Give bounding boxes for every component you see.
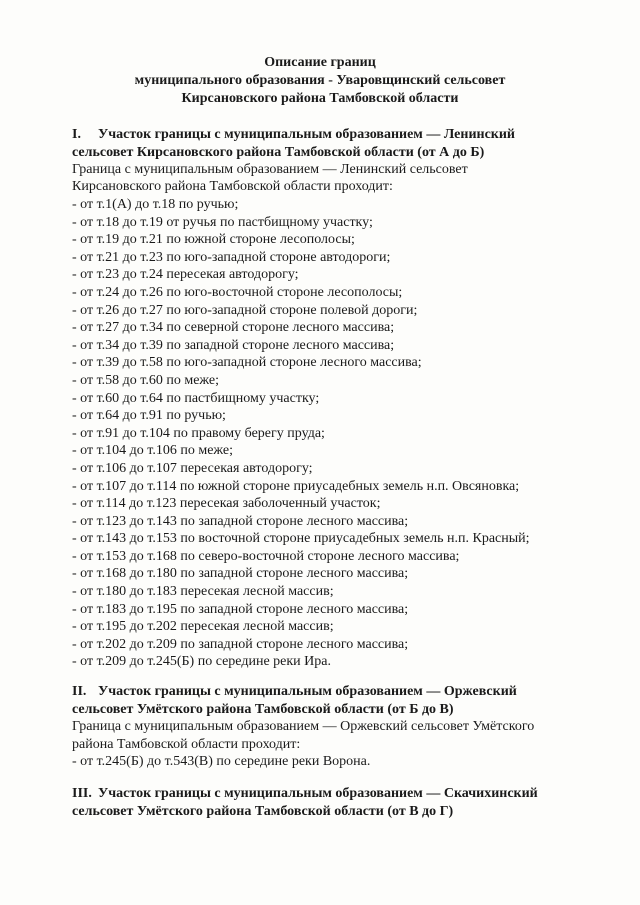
list-item: - от т.64 до т.91 по ручью; xyxy=(72,408,226,424)
list-item: - от т.34 до т.39 по западной стороне лесного массива; xyxy=(72,337,395,353)
list-item: - от т.114 до т.123 пересекая заболоченный участок; xyxy=(72,496,381,512)
section-1-intro-line-2: Кирсановского района Тамбовской области проходит: xyxy=(72,179,393,194)
list-item: - от т.24 до т.26 по юго-восточной стороне лесополосы; xyxy=(72,284,403,300)
list-item: - от т.27 до т.34 по северной стороне лесного массива; xyxy=(72,320,395,336)
list-item: - от т.60 до т.64 по пастбищному участку; xyxy=(72,390,320,406)
list-item: - от т.1(А) до т.18 по ручью; xyxy=(72,197,239,212)
section-2-number: II. xyxy=(72,684,87,699)
section-1-heading xyxy=(72,126,592,162)
list-item: - от т.19 до т.21 по южной стороне лесополосы; xyxy=(72,232,355,248)
title-line-3: Кирсановского района Тамбовской области xyxy=(181,91,459,106)
list-item: - от т.153 до т.168 по северо-восточной стороне лесного массива; xyxy=(72,548,460,564)
list-item: - от т.202 до т.209 по западной стороне лесного массива; xyxy=(72,636,409,652)
section-2-intro xyxy=(72,718,582,771)
section-3-heading xyxy=(72,785,592,821)
list-item: - от т.209 до т.245(Б) по середине реки Ира. xyxy=(72,654,331,670)
list-item: - от т.23 до т.24 пересекая автодорогу; xyxy=(72,267,299,283)
title-line-2: муниципального образования - Уваровщинский сельсовет xyxy=(134,73,506,88)
section-3-heading-line-2: сельсовет Умётского района Тамбовской области (от В до Г) xyxy=(72,804,454,819)
list-item: - от т.107 до т.114 по южной стороне приусадебных земель н.п. Овсяновка; xyxy=(72,478,520,494)
list-item: - от т.26 до т.27 по юго-западной стороне полевой дороги; xyxy=(72,302,418,318)
section-3-heading-line-1: Участок границы с муниципальным образованием — Скачихинский xyxy=(98,786,538,801)
section-2-heading xyxy=(72,683,592,719)
list-item: - от т.143 до т.153 по восточной стороне приусадебных земель н.п. Красный; xyxy=(72,531,530,547)
section-1-items xyxy=(72,196,602,671)
list-item: - от т.58 до т.60 по меже; xyxy=(72,372,220,388)
section-2-intro-line-2: района Тамбовской области проходит: xyxy=(72,736,301,752)
list-item: - от т.123 до т.143 по западной стороне лесного массива; xyxy=(72,513,409,529)
section-1-heading-line-1: Участок границы с муниципальным образованием — Ленинский xyxy=(98,127,515,142)
title-line-1: Описание границ xyxy=(264,55,376,70)
list-item: - от т.195 до т.202 пересекая лесной массив; xyxy=(72,619,334,635)
list-item: - от т.106 до т.107 пересекая автодорогу; xyxy=(72,460,313,476)
list-item: - от т.91 до т.104 по правому берегу пруда; xyxy=(72,425,325,441)
list-item: - от т.183 до т.195 по западной стороне лесного массива; xyxy=(72,601,409,617)
list-item: - от т.21 до т.23 по юго-западной стороне автодороги; xyxy=(72,249,391,265)
document-title xyxy=(60,54,580,108)
list-item: - от т.39 до т.58 по юго-западной стороне лесного массива; xyxy=(72,355,422,371)
section-1-intro-2 xyxy=(72,178,582,196)
list-item: - от т.180 до т.183 пересекая лесной массив; xyxy=(72,584,334,600)
section-2-item-1: - от т.245(Б) до т.543(В) по середине реки Ворона. xyxy=(72,754,371,770)
section-2-intro-line-1: Граница с муниципальным образованием — Оржевский сельсовет Умётского xyxy=(72,719,535,734)
section-2-heading-line-1: Участок границы с муниципальным образованием — Оржевский xyxy=(98,684,517,699)
section-1-intro xyxy=(72,161,582,179)
list-item: - от т.168 до т.180 по западной стороне лесного массива; xyxy=(72,566,409,582)
section-2-heading-line-2: сельсовет Умётского района Тамбовской области (от Б до В) xyxy=(72,702,454,717)
section-1-intro-line-1: Граница с муниципальным образованием — Ленинский сельсовет xyxy=(72,162,468,177)
section-1-heading-line-2: сельсовет Кирсановского района Тамбовской области (от А до Б) xyxy=(72,145,485,160)
section-1-number: I. xyxy=(72,127,81,142)
list-item: - от т.18 до т.19 от ручья по пастбищному участку; xyxy=(72,214,373,230)
section-3-number: III. xyxy=(72,786,92,801)
list-item: - от т.104 до т.106 по меже; xyxy=(72,443,234,459)
